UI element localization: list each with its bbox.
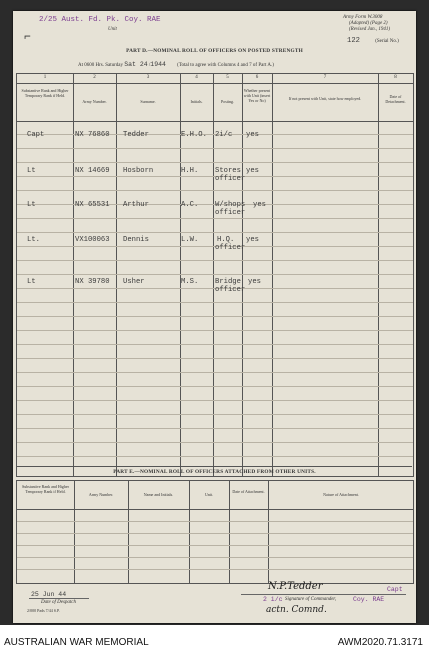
row-posting: W/shops	[215, 201, 246, 209]
row-posting-line2: officer	[215, 286, 246, 294]
serial-number	[347, 37, 399, 45]
row-posting-line2: officer	[215, 209, 246, 217]
row-rank: Capt	[27, 131, 45, 139]
row-initials: M.S.	[181, 278, 199, 286]
archive-name: AUSTRALIAN WAR MEMORIAL	[4, 637, 149, 648]
row-initials: H.H.	[181, 167, 199, 175]
despatch-date: 25 Jun 44	[31, 591, 67, 598]
col-header-initials: Initials.	[190, 99, 203, 104]
part-e-table	[16, 480, 414, 584]
part-d-table	[16, 73, 414, 477]
tick-mark: ⌐	[24, 29, 31, 43]
row-present: yes	[253, 201, 266, 209]
despatch-line	[29, 598, 89, 599]
signature-caption: Signature of Commander,	[285, 597, 337, 602]
unit-stamp: 2/25 Aust. Fd. Pk. Coy. RAE	[39, 16, 161, 24]
col-number-3: 3	[146, 75, 150, 80]
row-surname: Dennis	[123, 236, 149, 244]
part-e-header-army-number: Army Number.	[88, 492, 114, 497]
serial-value: 122	[347, 37, 360, 45]
form-ref-line1: Army Form W.3008	[343, 15, 383, 20]
archive-accession: AWM2020.71.3171	[337, 637, 423, 648]
col-header-surname: Surname.	[140, 99, 156, 104]
part-e-header-unit: Unit.	[204, 492, 214, 497]
row-army-number: NX 39780	[75, 278, 110, 286]
date-typed: Sat 24	[124, 61, 148, 68]
row-posting: Stores	[215, 167, 241, 175]
row-present: yes	[246, 131, 259, 139]
row-army-number: NX 14669	[75, 167, 110, 175]
row-posting: Bridge	[215, 278, 241, 286]
part-e-header-attachment-date: Date of Attachment.	[232, 489, 265, 494]
document-page	[13, 11, 416, 623]
part-d-title: PART D.—NOMINAL ROLL OF OFFICERS ON POSTED STRENGTH	[126, 48, 303, 54]
table-row	[17, 278, 413, 298]
date-suffix: (Total to agree with Columns 4 and 7 of Part A.)	[177, 63, 274, 68]
col-header-posting: Posting.	[220, 99, 234, 104]
sign-unit-line: 2 i/c	[263, 596, 283, 603]
col-number-4: 4	[195, 75, 198, 80]
row-posting-line2: officer	[215, 175, 246, 183]
archive-caption-bar	[0, 625, 429, 653]
commander-signature: N.P.Tedder	[268, 581, 323, 592]
row-initials: L.W.	[181, 236, 199, 244]
col-header-army-number: Army Number.	[82, 99, 107, 104]
row-rank: Lt	[27, 167, 36, 175]
row-posting: 2i/c	[215, 131, 233, 139]
form-reference	[343, 15, 390, 33]
part-e-title: PART E.—NOMINAL ROLL OF OFFICERS ATTACHED FROM OTHER UNITS.	[113, 469, 316, 475]
part-e-header-rank: Substantive Rank and Higher Temporary Rank if Held.	[22, 484, 69, 494]
row-surname: Tedder	[123, 131, 149, 139]
col-header-employed: If not present with Unit, state how employed.	[288, 96, 362, 101]
row-posting: H.Q.	[217, 236, 235, 244]
row-initials: A.C.	[181, 201, 199, 209]
serial-label: (Serial No.)	[375, 39, 399, 44]
date-year: 1944	[150, 61, 166, 68]
date-prefix: At 0600 Hrs. Saturday	[78, 63, 123, 68]
table-row	[17, 236, 413, 256]
form-ref-line3: (Revised Jan., 1941)	[349, 27, 391, 32]
row-army-number: NX 65531	[75, 201, 110, 209]
row-present: yes	[248, 278, 261, 286]
part-e-divider	[16, 466, 412, 467]
row-army-number: NX 76860	[75, 131, 110, 139]
col-number-1: 1	[43, 75, 47, 80]
print-reference: 2/000 Pads 7/44 S.P.	[27, 608, 60, 613]
col-header-present: Whether present with Unit (insert Yes or No)	[243, 88, 271, 103]
col-number-6: 6	[255, 75, 259, 80]
form-ref-line2: (Adapted) (Page 2)	[349, 21, 388, 26]
row-rank: Lt.	[27, 236, 40, 244]
table-row	[17, 201, 413, 221]
row-present: yes	[246, 167, 259, 175]
row-surname: Usher	[123, 278, 145, 286]
table-row	[17, 167, 413, 187]
col-number-5: 5	[226, 75, 229, 80]
col-header-detachment: Date of Detachment.	[385, 94, 406, 104]
col-number-7: 7	[323, 75, 327, 80]
row-initials: E.H.O.	[181, 131, 207, 139]
handwritten-note: actn. Comnd.	[266, 605, 327, 615]
table-row	[17, 131, 413, 145]
row-surname: Arthur	[123, 201, 149, 209]
col-number-2: 2	[93, 75, 96, 80]
row-posting-line2: officer	[215, 244, 246, 252]
row-rank: Lt	[27, 278, 36, 286]
row-surname: Hosborn	[123, 167, 154, 175]
despatch-caption: Date of Despatch	[41, 600, 76, 605]
col-number-8: 8	[394, 75, 397, 80]
unit-caption: Unit	[108, 27, 117, 32]
signature-line	[241, 594, 406, 595]
part-e-header-name: Name and Initials.	[143, 492, 174, 497]
signature-rank: Capt	[387, 586, 403, 593]
row-rank: Lt	[27, 201, 36, 209]
part-d-date-line: At 0600 Hrs. Saturday Sat 24 /1944 (Total to agree with Columns 4 and 7 of Part A.)	[78, 61, 274, 68]
part-e-header-attachment-nature: Nature of Attachment.	[323, 492, 359, 497]
signature-unit: Coy. RAE	[353, 596, 385, 603]
row-present: yes	[246, 236, 259, 244]
col-header-rank: Substantive Rank and Higher Temporary Rank if Held.	[21, 88, 69, 98]
row-army-number: VX100063	[75, 236, 110, 244]
